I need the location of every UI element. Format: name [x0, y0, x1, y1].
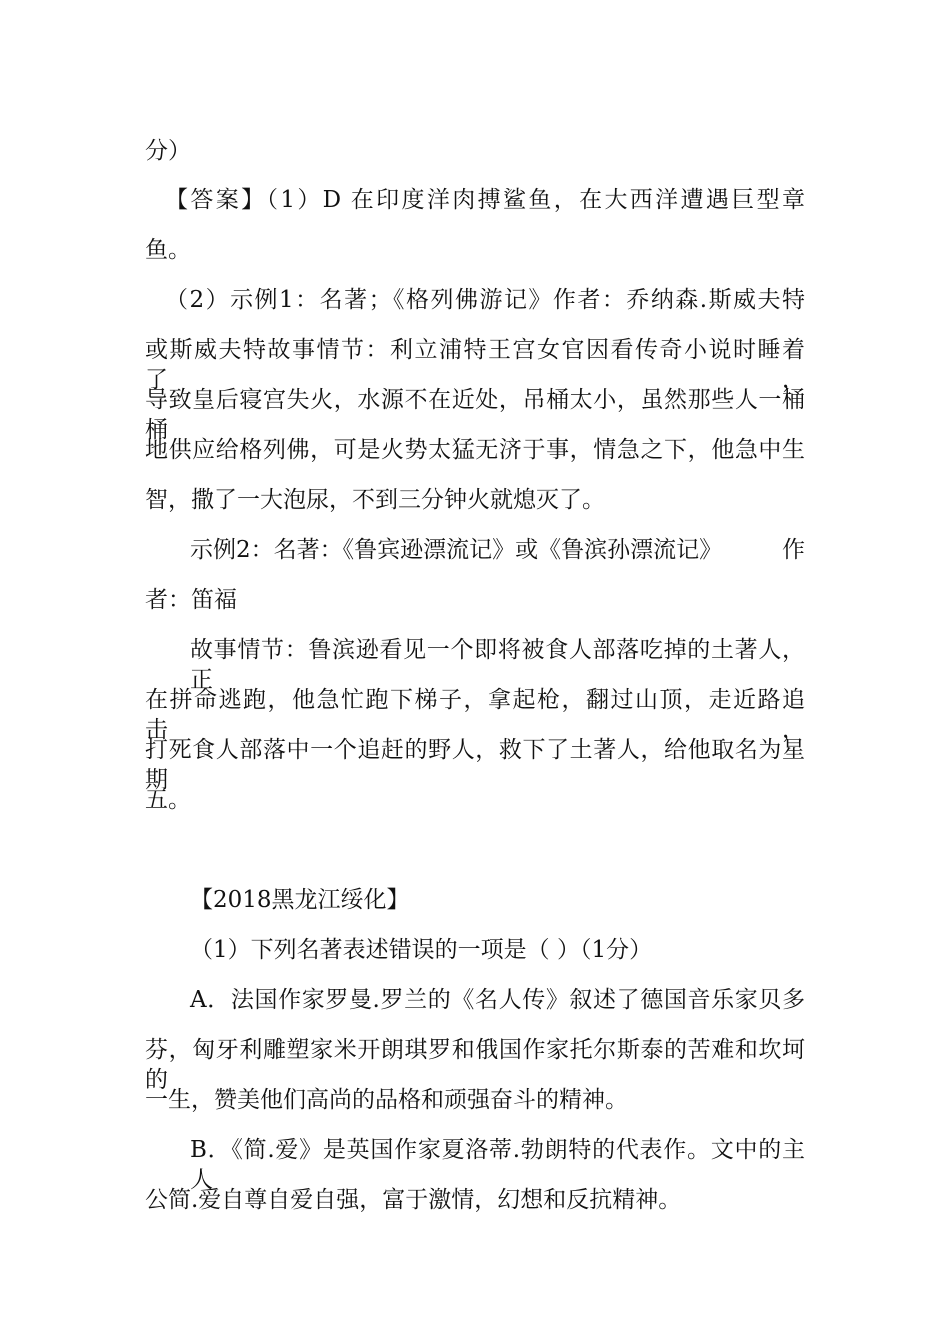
- example1-line-4: 地供应给格列佛，可是火势太猛无济于事，情急之下，他急中生: [145, 437, 805, 463]
- section-heading: 【2018黑龙江绥化】: [190, 887, 410, 913]
- example1-line-1: （2）示例1：名著；《格列佛游记》作者：乔纳森.斯威夫特: [165, 287, 805, 313]
- question-line: （1）下列名著表述错误的一项是（ ）（1分）: [190, 937, 653, 963]
- option-b-line-2: 公简.爱自尊自爱自强，富于激情，幻想和反抗精神。: [145, 1187, 682, 1213]
- option-b-line-1: B．《简.爱》是英国作家夏洛蒂.勃朗特的代表作。文中的主人: [190, 1137, 805, 1193]
- example1-line-3: 导致皇后寝宫失火，水源不在近处，吊桶太小，虽然那些人一桶桶: [145, 387, 805, 443]
- option-a-line-2: 芬，匈牙利雕塑家米开朗琪罗和俄国作家托尔斯泰的苦难和坎坷的: [145, 1037, 805, 1093]
- story-line-2: 在拼命逃跑，他急忙跑下梯子，拿起枪，翻过山顶，走近路追击，: [145, 687, 805, 743]
- story-line-1: 故事情节：鲁滨逊看见一个即将被食人部落吃掉的土著人，正: [190, 637, 805, 693]
- example2-author-label-start: 作: [782, 537, 805, 563]
- text-line-continuation: 分）: [145, 138, 191, 164]
- option-a-line-1: A．法国作家罗曼.罗兰的《名人传》叙述了德国音乐家贝多: [190, 987, 805, 1013]
- answer-line-2: 鱼。: [145, 237, 191, 263]
- example2-line-1: [190, 535, 805, 565]
- answer-line-1: 【答案】（1）D 在印度洋肉搏鲨鱼，在大西洋遭遇巨型章: [165, 187, 805, 213]
- story-line-4: 五。: [145, 787, 191, 813]
- example1-line-5: 智，撒了一大泡尿，不到三分钟火就熄灭了。: [145, 487, 605, 513]
- option-a-line-3: 一生，赞美他们高尚的品格和顽强奋斗的精神。: [145, 1087, 628, 1113]
- story-line-3: 打死食人部落中一个追赶的野人，救下了土著人，给他取名为星期: [145, 737, 805, 793]
- example2-line-2: 者：笛福: [145, 587, 237, 613]
- example2-title: 示例2：名著：《鲁宾逊漂流记》或《鲁滨孙漂流记》: [190, 537, 723, 563]
- example1-line-2: 或斯威夫特故事情节：利立浦特王宫女官因看传奇小说时睡着了，: [145, 337, 805, 393]
